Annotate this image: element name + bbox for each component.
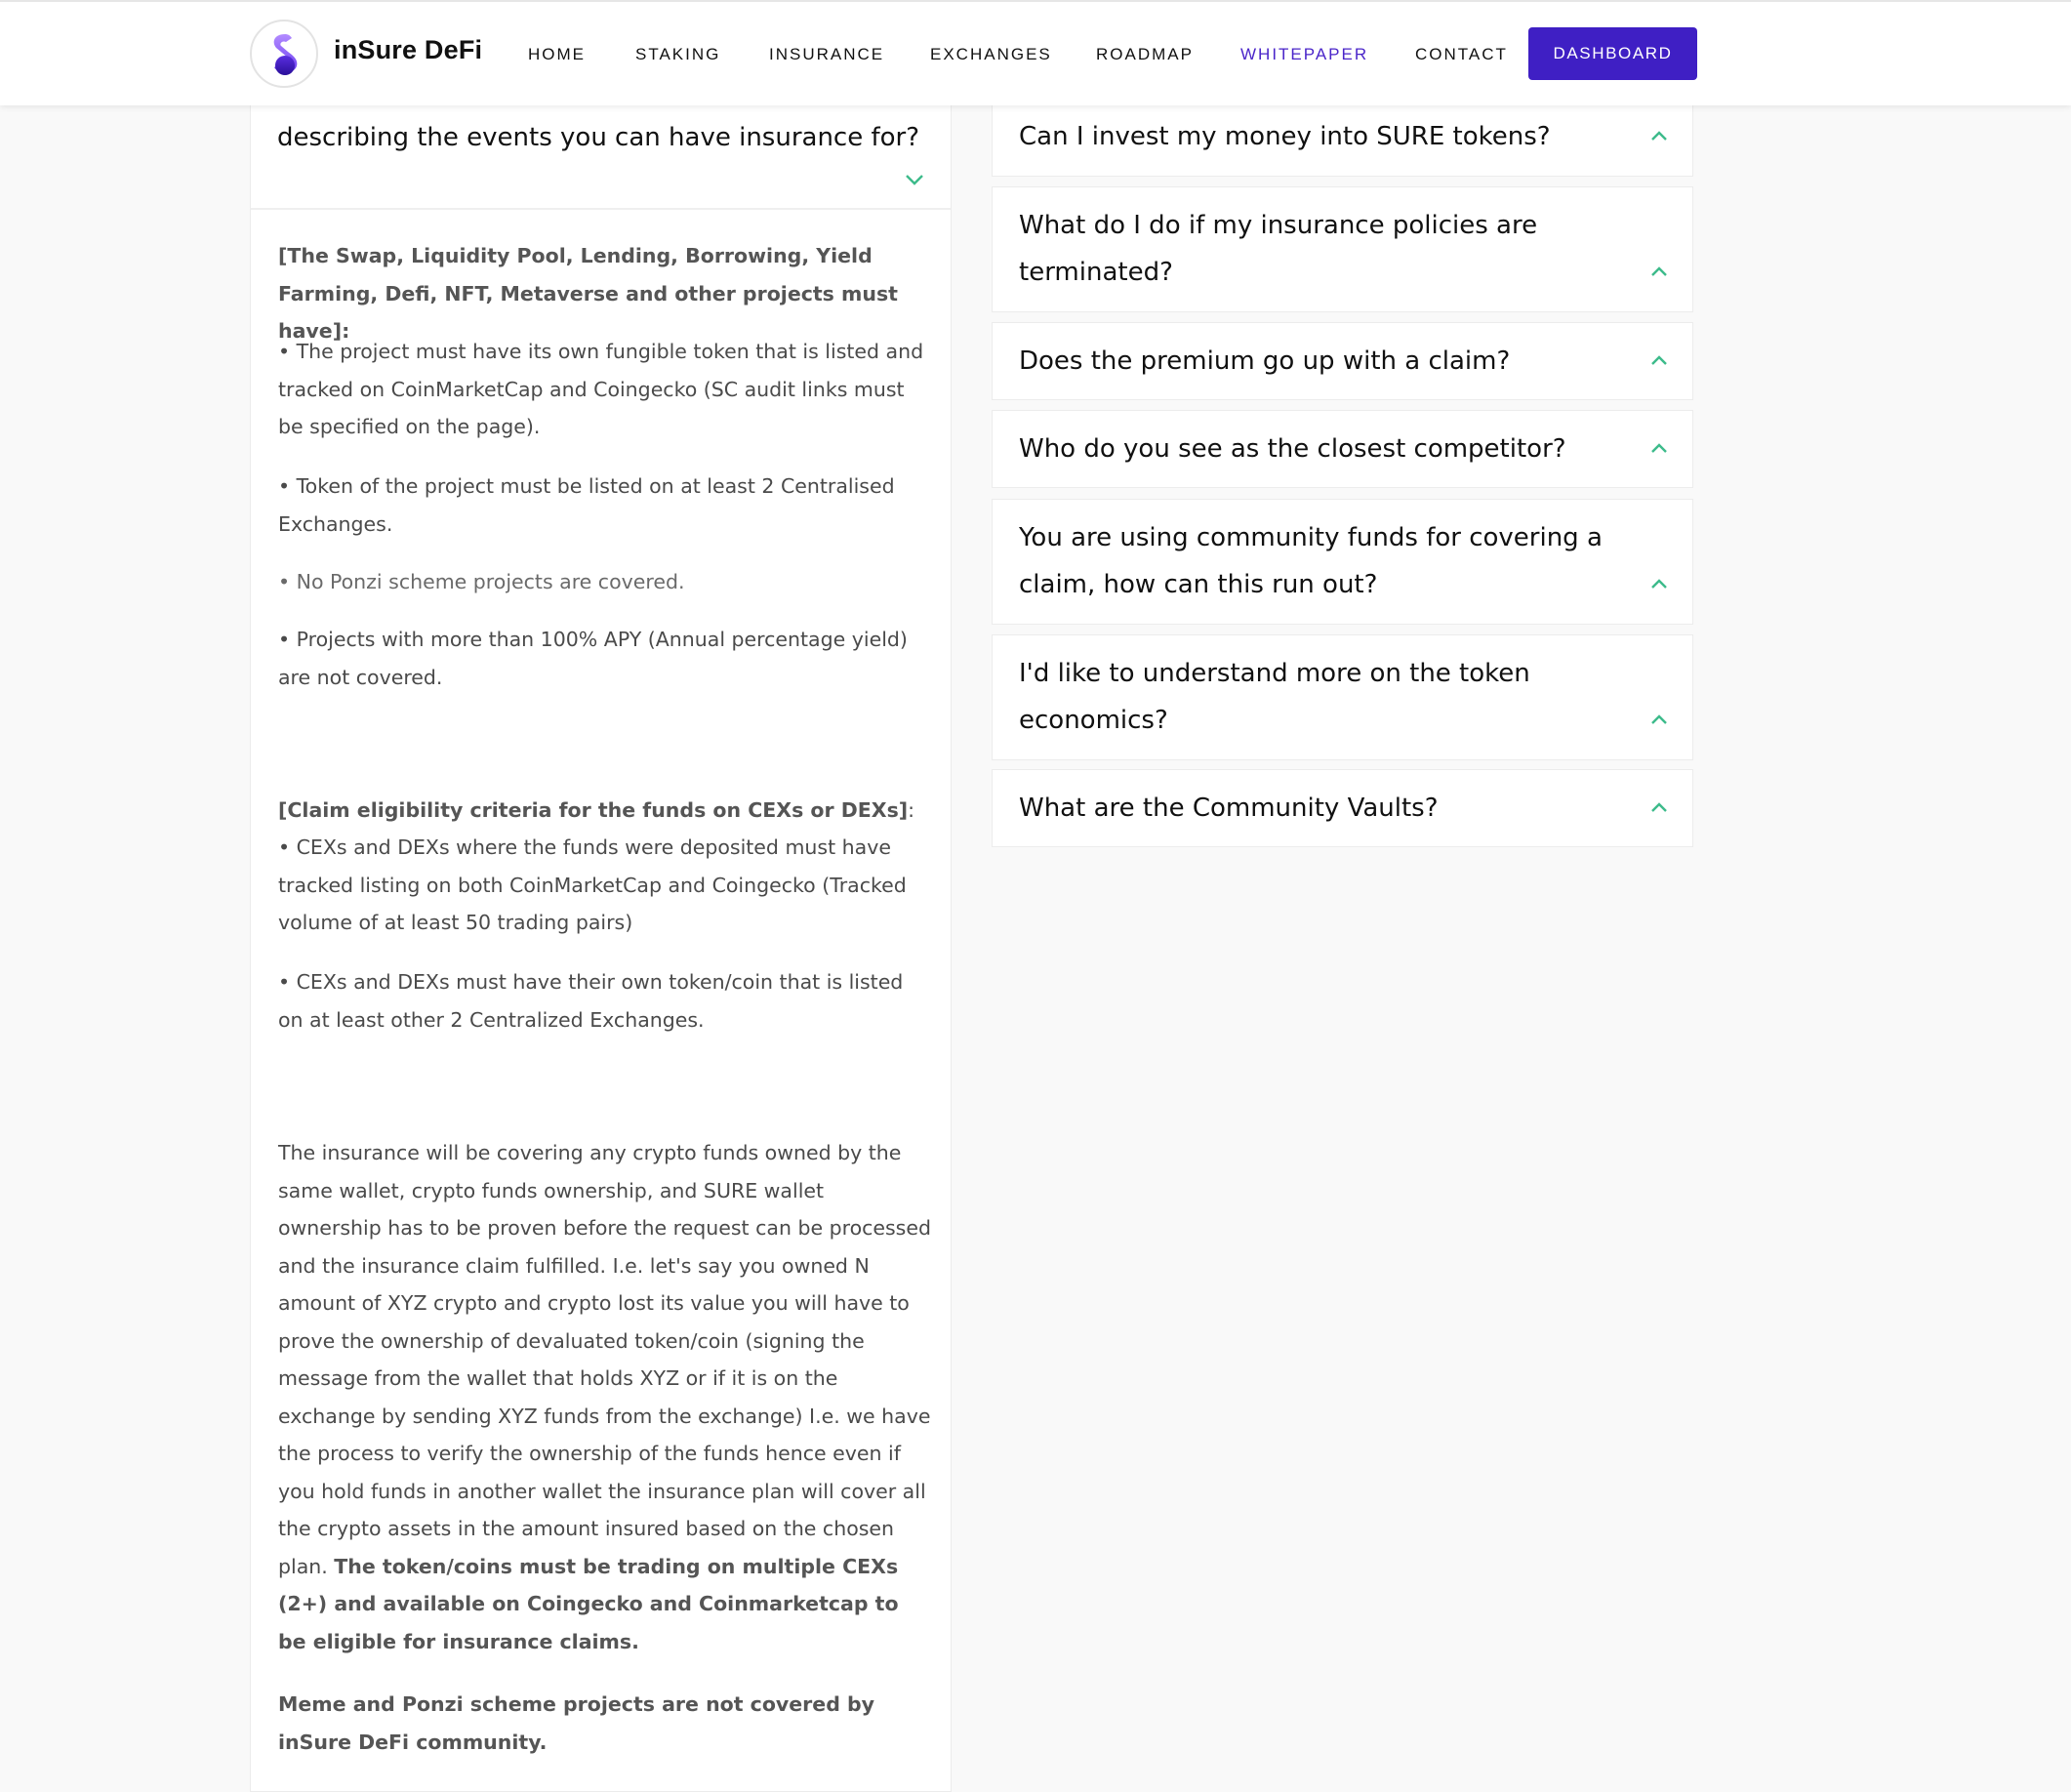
- faq-question[interactable]: describing the events you can have insurance for?: [277, 123, 920, 152]
- nav-whitepaper[interactable]: WHITEPAPER: [1240, 45, 1369, 63]
- faq-question[interactable]: What are the Community Vaults?: [1019, 794, 1439, 823]
- exclusion-note: Meme and Ponzi scheme projects are not covered by inSure DeFi community.: [278, 1692, 875, 1754]
- faq-question[interactable]: Can I invest my money into SURE tokens?: [1019, 122, 1551, 151]
- chevron-up-icon[interactable]: [1650, 442, 1668, 454]
- nav-exchanges[interactable]: EXCHANGES: [930, 45, 1052, 63]
- faq-item[interactable]: [992, 634, 1693, 760]
- criteria-item: • CEXs and DEXs must have their own token/coin that is listed on at least other 2 Centralized Exchanges.: [278, 970, 904, 1032]
- divider: [251, 208, 951, 210]
- chevron-up-icon[interactable]: [1650, 265, 1668, 277]
- faq-item[interactable]: [992, 103, 1693, 177]
- logo-icon: [264, 32, 305, 77]
- coverage-text-bold: The token/coins must be trading on multiple CEXs (2+) and available on Coingecko and Coinmarketcap to be eligible for insurance claims.: [278, 1554, 899, 1653]
- brand-name[interactable]: inSure DeFi: [334, 35, 483, 64]
- criteria-heading-claims-text: [Claim eligibility criteria for the funds on CEXs or DEXs]: [278, 798, 909, 822]
- chevron-up-icon[interactable]: [1650, 801, 1668, 813]
- nav-staking[interactable]: STAKING: [635, 45, 721, 63]
- faq-item[interactable]: [992, 499, 1693, 625]
- chevron-up-icon[interactable]: [1650, 354, 1668, 366]
- faq-item[interactable]: [992, 769, 1693, 847]
- site-header: [0, 0, 2071, 105]
- faq-item[interactable]: [992, 322, 1693, 400]
- criteria-item: • No Ponzi scheme projects are covered.: [278, 570, 685, 593]
- chevron-down-icon[interactable]: [905, 173, 924, 186]
- faq-item[interactable]: [992, 186, 1693, 312]
- chevron-up-icon[interactable]: [1650, 713, 1668, 725]
- chevron-up-icon[interactable]: [1650, 130, 1668, 142]
- faq-question[interactable]: Who do you see as the closest competitor?: [1019, 434, 1566, 464]
- faq-item[interactable]: [992, 410, 1693, 488]
- criteria-item: • CEXs and DEXs where the funds were deposited must have tracked listing on both CoinMarketCap and Coingecko (Tracked volume of at least 50 trading pairs): [278, 835, 907, 934]
- nav-insurance[interactable]: INSURANCE: [769, 45, 885, 63]
- criteria-heading-claims: [278, 792, 932, 830]
- criteria-heading-claims-suffix: :: [908, 798, 915, 822]
- nav-contact[interactable]: CONTACT: [1415, 45, 1508, 63]
- criteria-item: • Projects with more than 100% APY (Annual percentage yield) are not covered.: [278, 628, 908, 689]
- criteria-heading-projects: [The Swap, Liquidity Pool, Lending, Borrowing, Yield Farming, Defi, NFT, Metaverse and other projects must have]:: [278, 244, 898, 343]
- logo[interactable]: [250, 20, 318, 88]
- faq-expanded-card: [250, 103, 952, 1792]
- faq-question[interactable]: I'd like to understand more on the token economics?: [1019, 659, 1530, 735]
- coverage-paragraph: [278, 1134, 932, 1660]
- dashboard-button[interactable]: DASHBOARD: [1528, 27, 1697, 80]
- faq-question[interactable]: You are using community funds for covering a claim, how can this run out?: [1019, 523, 1603, 599]
- criteria-item: • Token of the project must be listed on at least 2 Centralised Exchanges.: [278, 474, 895, 536]
- criteria-item: • The project must have its own fungible token that is listed and tracked on CoinMarketCap and Coingecko (SC audit links must be specified on the page).: [278, 340, 924, 438]
- nav-roadmap[interactable]: ROADMAP: [1096, 45, 1194, 63]
- chevron-up-icon[interactable]: [1650, 578, 1668, 590]
- faq-question[interactable]: What do I do if my insurance policies are terminated?: [1019, 211, 1538, 287]
- coverage-text: The insurance will be covering any crypto funds owned by the same wallet, crypto funds ownership, and SURE wallet ownership has to be proven before the request can be processed and the insurance claim fulfilled. I.e. let's say you owned N amount of XYZ crypto and crypto lost its value you will have to prove the ownership of devaluated token/coin (signing the message from the wallet that holds XYZ or if it is on the exchange by sending XYZ funds from the exchange) I.e. we have the process to verify the ownership of the funds hence even if you hold funds in another wallet the insurance plan will cover all the crypto assets in the amount insured based on the chosen plan.: [278, 1141, 931, 1578]
- faq-question[interactable]: Does the premium go up with a claim?: [1019, 346, 1511, 376]
- nav-home[interactable]: HOME: [528, 45, 586, 63]
